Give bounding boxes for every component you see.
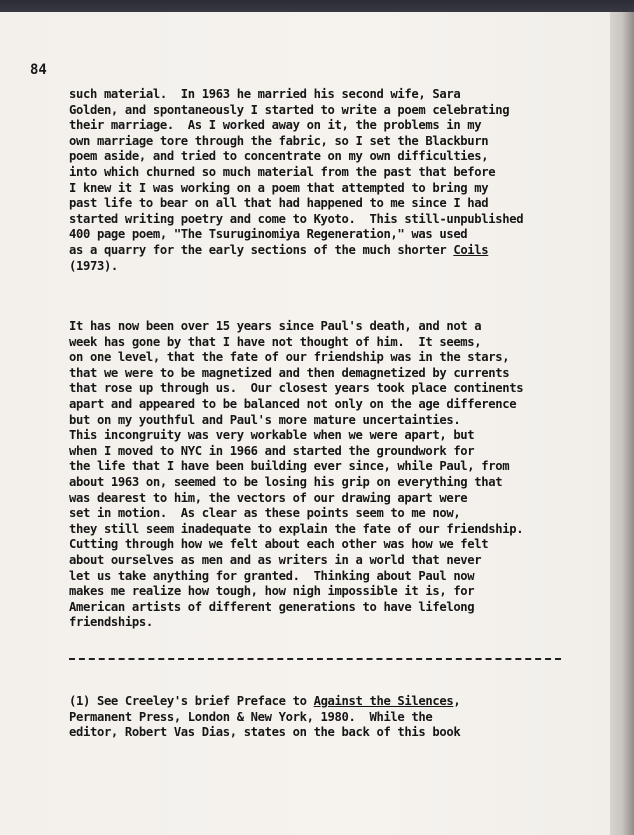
footnote-line	[69, 694, 609, 710]
text-line: 400 page poem, "The Tsuruginomiya Regeneration," was used	[69, 227, 468, 242]
text-line: makes me realize how tough, how nigh impossible it is, for	[69, 584, 475, 599]
text-line: It has now been over 15 years since Paul's death, and not a	[69, 319, 482, 333]
text-line: they still seem inadequate to explain the fate of our friendship.	[69, 521, 524, 536]
footnote-line: editor, Robert Vas Dias, states on the back of this book	[69, 725, 461, 740]
footnote-line: Permanent Press, London & New York, 1980. While the	[69, 709, 433, 724]
paragraph-1	[69, 87, 609, 274]
text-line: but on my youthful and Paul's more mature uncertainties.	[69, 412, 461, 427]
text-line: set in motion. As clear as these points seem to me now,	[69, 506, 461, 521]
paragraph-2	[69, 319, 609, 631]
book-title-against-the-silences: Against the Silences	[313, 694, 454, 708]
text-line: that rose up through us. Our closest years took place continents	[69, 381, 524, 396]
text-line: I knew it I was working on a poem that attempted to bring my	[69, 180, 489, 195]
footnote	[69, 694, 609, 741]
text-line: on one level, that the fate of our friendship was in the stars,	[69, 350, 510, 365]
text-line: Golden, and spontaneously I started to write a poem celebrating	[69, 102, 510, 117]
text-fragment: as a quarry for the early sections of the much shorter	[69, 242, 454, 257]
text-line: apart and appeared to be balanced not only on the age difference	[69, 396, 517, 411]
text-line: week has gone by that I have not thought of him. It seems,	[69, 334, 482, 349]
text-line: (1973).	[69, 258, 118, 273]
text-line	[69, 243, 609, 259]
page-edge-shadow	[610, 12, 634, 835]
text-line: started writing poetry and come to Kyoto. This still-unpublished	[69, 211, 524, 226]
text-line: friendships.	[69, 615, 153, 630]
text-line: into which churned so much material from the past that before	[69, 164, 496, 179]
text-line: that we were to be magnetized and then demagnetized by currents	[69, 365, 510, 380]
page-number: 84	[30, 62, 47, 78]
text-fragment: ,	[453, 694, 461, 708]
text-line: poem aside, and tried to concentrate on my own difficulties,	[69, 149, 489, 164]
text-line: about 1963 on, seemed to be losing his grip on everything that	[69, 474, 503, 489]
text-line: when I moved to NYC in 1966 and started the groundwork for	[69, 443, 475, 458]
text-line: own marriage tore through the fabric, so I set the Blackburn	[69, 133, 489, 148]
text-line: the life that I have been building ever since, while Paul, from	[69, 459, 510, 474]
text-line: American artists of different generations to have lifelong	[69, 599, 475, 614]
text-line: Cutting through how we felt about each other was how we felt	[69, 537, 489, 552]
text-line: about ourselves as men and as writers in a world that never	[69, 552, 482, 567]
text-line: their marriage. As I worked away on it, the problems in my	[69, 118, 482, 133]
text-fragment: (1) See Creeley's brief Preface to	[69, 694, 314, 708]
footnote-divider	[69, 658, 561, 660]
text-line: let us take anything for granted. Thinking about Paul now	[69, 568, 475, 583]
text-line: past life to bear on all that had happened to me since I had	[69, 196, 489, 211]
text-line: was dearest to him, the vectors of our drawing apart were	[69, 490, 468, 505]
text-line: This incongruity was very workable when we were apart, but	[69, 428, 475, 443]
text-line: such material. In 1963 he married his second wife, Sara	[69, 87, 461, 101]
book-title-coils: Coils	[453, 242, 489, 257]
